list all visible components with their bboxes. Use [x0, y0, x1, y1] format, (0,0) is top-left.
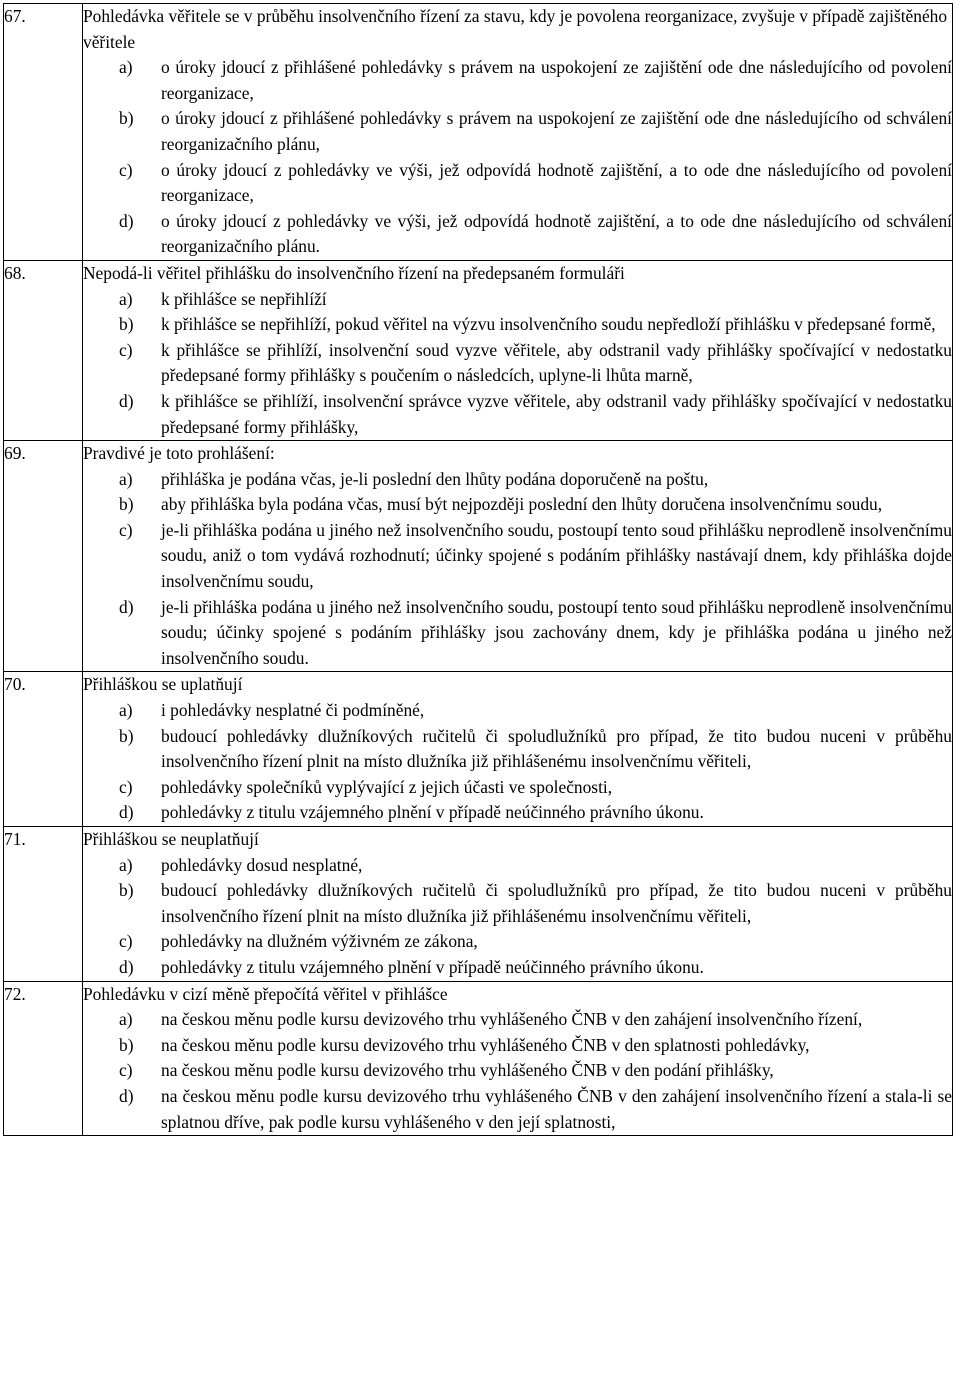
option-letter: c) — [119, 339, 133, 360]
option-letter: b) — [119, 880, 134, 901]
option-letter: c) — [119, 1060, 133, 1081]
question-stem: Pravdivé je toto prohlášení: — [83, 443, 275, 464]
question-stem: Nepodá-li věřitel přihlášku do insolvenčního řízení na předepsaném formuláři — [83, 262, 625, 283]
option-letter: a) — [119, 1009, 133, 1030]
option-text: pohledávky z titulu vzájemného plnění v případě neúčinného právního úkonu. — [161, 956, 704, 977]
answer-option — [83, 338, 952, 389]
option-letter: b) — [119, 314, 134, 335]
answer-option — [83, 1007, 952, 1033]
question-row — [4, 672, 953, 827]
option-letter: b) — [119, 494, 134, 515]
question-stem: Přihláškou se uplatňují — [83, 674, 243, 695]
question-number: 67. — [4, 4, 83, 261]
answer-option — [83, 492, 952, 518]
answer-option — [83, 800, 952, 826]
option-letter: a) — [119, 288, 133, 309]
question-content — [83, 672, 953, 827]
answer-option — [83, 853, 952, 879]
question-content — [83, 981, 953, 1136]
answer-option — [83, 106, 952, 157]
question-number: 72. — [4, 981, 83, 1136]
option-text: k přihlášce se nepřihlíží, pokud věřitel na výzvu insolvenčního soudu nepředloží přihlášku v předepsané formě, — [161, 314, 936, 335]
option-text: je-li přihláška podána u jiného než insolvenčního soudu, postoupí tento soud přihlášku neprodleně insolvenčnímu soudu, aniž o tom vydává rozhodnutí; účinky spojené s podáním přihlášky nastávají dnem, kdy přihláška dojde insolvenčnímu soudu, — [161, 519, 952, 592]
option-text: přihláška je podána včas, je-li poslední den lhůty podána doporučeně na poštu, — [161, 468, 709, 489]
option-letter: c) — [119, 519, 133, 540]
answer-option — [83, 1058, 952, 1084]
option-text: je-li přihláška podána u jiného než insolvenčního soudu, postoupí tento soud přihlášku neprodleně insolvenčnímu soudu; účinky spojené s podáním přihlášky jsou zachovány dnem, kdy je přihláška podána u jiného než insolvenčního soudu. — [161, 596, 952, 668]
question-row — [4, 260, 953, 440]
question-stem: Přihláškou se neuplatňují — [83, 829, 259, 849]
option-letter: d) — [119, 596, 134, 617]
option-letter: d) — [119, 390, 134, 411]
option-text: o úroky jdoucí z přihlášené pohledávky s právem na uspokojení ze zajištění ode dne následujícího od povolení reorganizace, — [161, 57, 952, 103]
question-sheet — [3, 3, 953, 1136]
answer-option — [83, 55, 952, 106]
question-content — [83, 260, 953, 440]
option-text: k přihlášce se přihlíží, insolvenční správce vyzve věřitele, aby odstranil vady přihlášky spočívající v nedostatku předepsané formy přihlášky, — [161, 390, 952, 437]
answer-option — [83, 878, 952, 929]
option-text: na českou měnu podle kursu devizového trhu vyhlášeného ČNB v den zahájení insolvenčního řízení a stala-li se splatnou dříve, pak podle kursu vyhlášeného v den její splatnosti, — [161, 1085, 952, 1132]
answer-option — [83, 955, 952, 981]
option-text: budoucí pohledávky dlužníkových ručitelů či spoludlužníků pro případ, že tito budou nuceni v průběhu insolvenčního řízení plnit na místo dlužníka již přihlášenému insolvenčnímu věřiteli, — [161, 880, 952, 926]
questions-body — [4, 4, 953, 1136]
question-row — [4, 827, 953, 982]
answer-option — [83, 1084, 952, 1135]
option-text: o úroky jdoucí z přihlášené pohledávky s právem na uspokojení ze zajištění ode dne následujícího od schválení reorganizačního plánu, — [161, 108, 952, 154]
answer-option — [83, 1033, 952, 1059]
question-row — [4, 981, 953, 1136]
answer-option — [83, 595, 952, 672]
answer-option — [83, 929, 952, 955]
option-letter: a) — [119, 700, 133, 721]
answer-option — [83, 312, 952, 338]
option-text: k přihlášce se přihlíží, insolvenční soud vyzve věřitele, aby odstranil vady přihlášky spočívající v nedostatku předepsané formy přihlášky s poučením o následcích, uplyne-li lhůta marně, — [161, 339, 952, 386]
option-letter: c) — [119, 776, 133, 797]
option-letter: d) — [119, 956, 134, 977]
option-text: k přihlášce se nepřihlíží — [161, 288, 327, 309]
question-content — [83, 4, 953, 261]
option-letter: c) — [119, 931, 133, 952]
option-text: o úroky jdoucí z pohledávky ve výši, jež odpovídá hodnotě zajištění, a to ode dne následujícího od schválení reorganizačního plánu. — [161, 210, 952, 257]
option-letter: d) — [119, 210, 134, 231]
option-text: pohledávky z titulu vzájemného plnění v případě neúčinného právního úkonu. — [161, 802, 704, 823]
option-letter: a) — [119, 468, 133, 489]
question-row — [4, 441, 953, 672]
question-row — [4, 4, 953, 261]
option-text: na českou měnu podle kursu devizového trhu vyhlášeného ČNB v den podání přihlášky, — [161, 1060, 774, 1081]
option-text: o úroky jdoucí z pohledávky ve výši, jež odpovídá hodnotě zajištění, a to ode dne následujícího od povolení reorganizace, — [161, 159, 952, 206]
answer-option — [83, 775, 952, 801]
question-number: 69. — [4, 441, 83, 672]
answer-option — [83, 209, 952, 260]
question-number: 71. — [4, 827, 83, 982]
option-letter: a) — [119, 57, 133, 78]
option-text: pohledávky dosud nesplatné, — [161, 854, 363, 875]
option-text: pohledávky společníků vyplývající z jejich účasti ve společnosti, — [161, 776, 613, 797]
question-content — [83, 827, 953, 982]
option-text: na českou měnu podle kursu devizového trhu vyhlášeného ČNB v den splatnosti pohledávky, — [161, 1034, 810, 1055]
question-number: 68. — [4, 260, 83, 440]
option-letter: b) — [119, 1034, 134, 1055]
answer-option — [83, 698, 952, 724]
option-letter: d) — [119, 802, 134, 823]
option-letter: b) — [119, 725, 134, 746]
answer-option — [83, 287, 952, 313]
option-text: i pohledávky nesplatné či podmíněné, — [161, 700, 425, 721]
question-stem: Pohledávku v cizí měně přepočítá věřitel v přihlášce — [83, 983, 448, 1004]
question-number: 70. — [4, 672, 83, 827]
answer-option — [83, 518, 952, 595]
option-letter: b) — [119, 108, 134, 129]
answer-option — [83, 467, 952, 493]
questions-table — [3, 3, 953, 1136]
option-text: budoucí pohledávky dlužníkových ručitelů či spoludlužníků pro případ, že tito budou nuceni v průběhu insolvenčního řízení plnit na místo dlužníka již přihlášenému insolvenčnímu věřiteli, — [161, 725, 952, 772]
option-letter: d) — [119, 1085, 134, 1106]
answer-option — [83, 158, 952, 209]
option-letter: a) — [119, 854, 133, 875]
option-text: na českou měnu podle kursu devizového trhu vyhlášeného ČNB v den zahájení insolvenčního řízení, — [161, 1009, 863, 1030]
answer-option — [83, 724, 952, 775]
option-text: pohledávky na dlužném výživném ze zákona, — [161, 931, 478, 952]
question-stem: Pohledávka věřitele se v průběhu insolvenčního řízení za stavu, kdy je povolena reorganizace, zvyšuje v případě zajištěného věřitele — [83, 6, 948, 52]
option-text: aby přihláška byla podána včas, musí být nejpozději poslední den lhůty doručena insolvenčnímu soudu, — [161, 494, 883, 515]
option-letter: c) — [119, 159, 133, 180]
question-content — [83, 441, 953, 672]
answer-option — [83, 389, 952, 440]
